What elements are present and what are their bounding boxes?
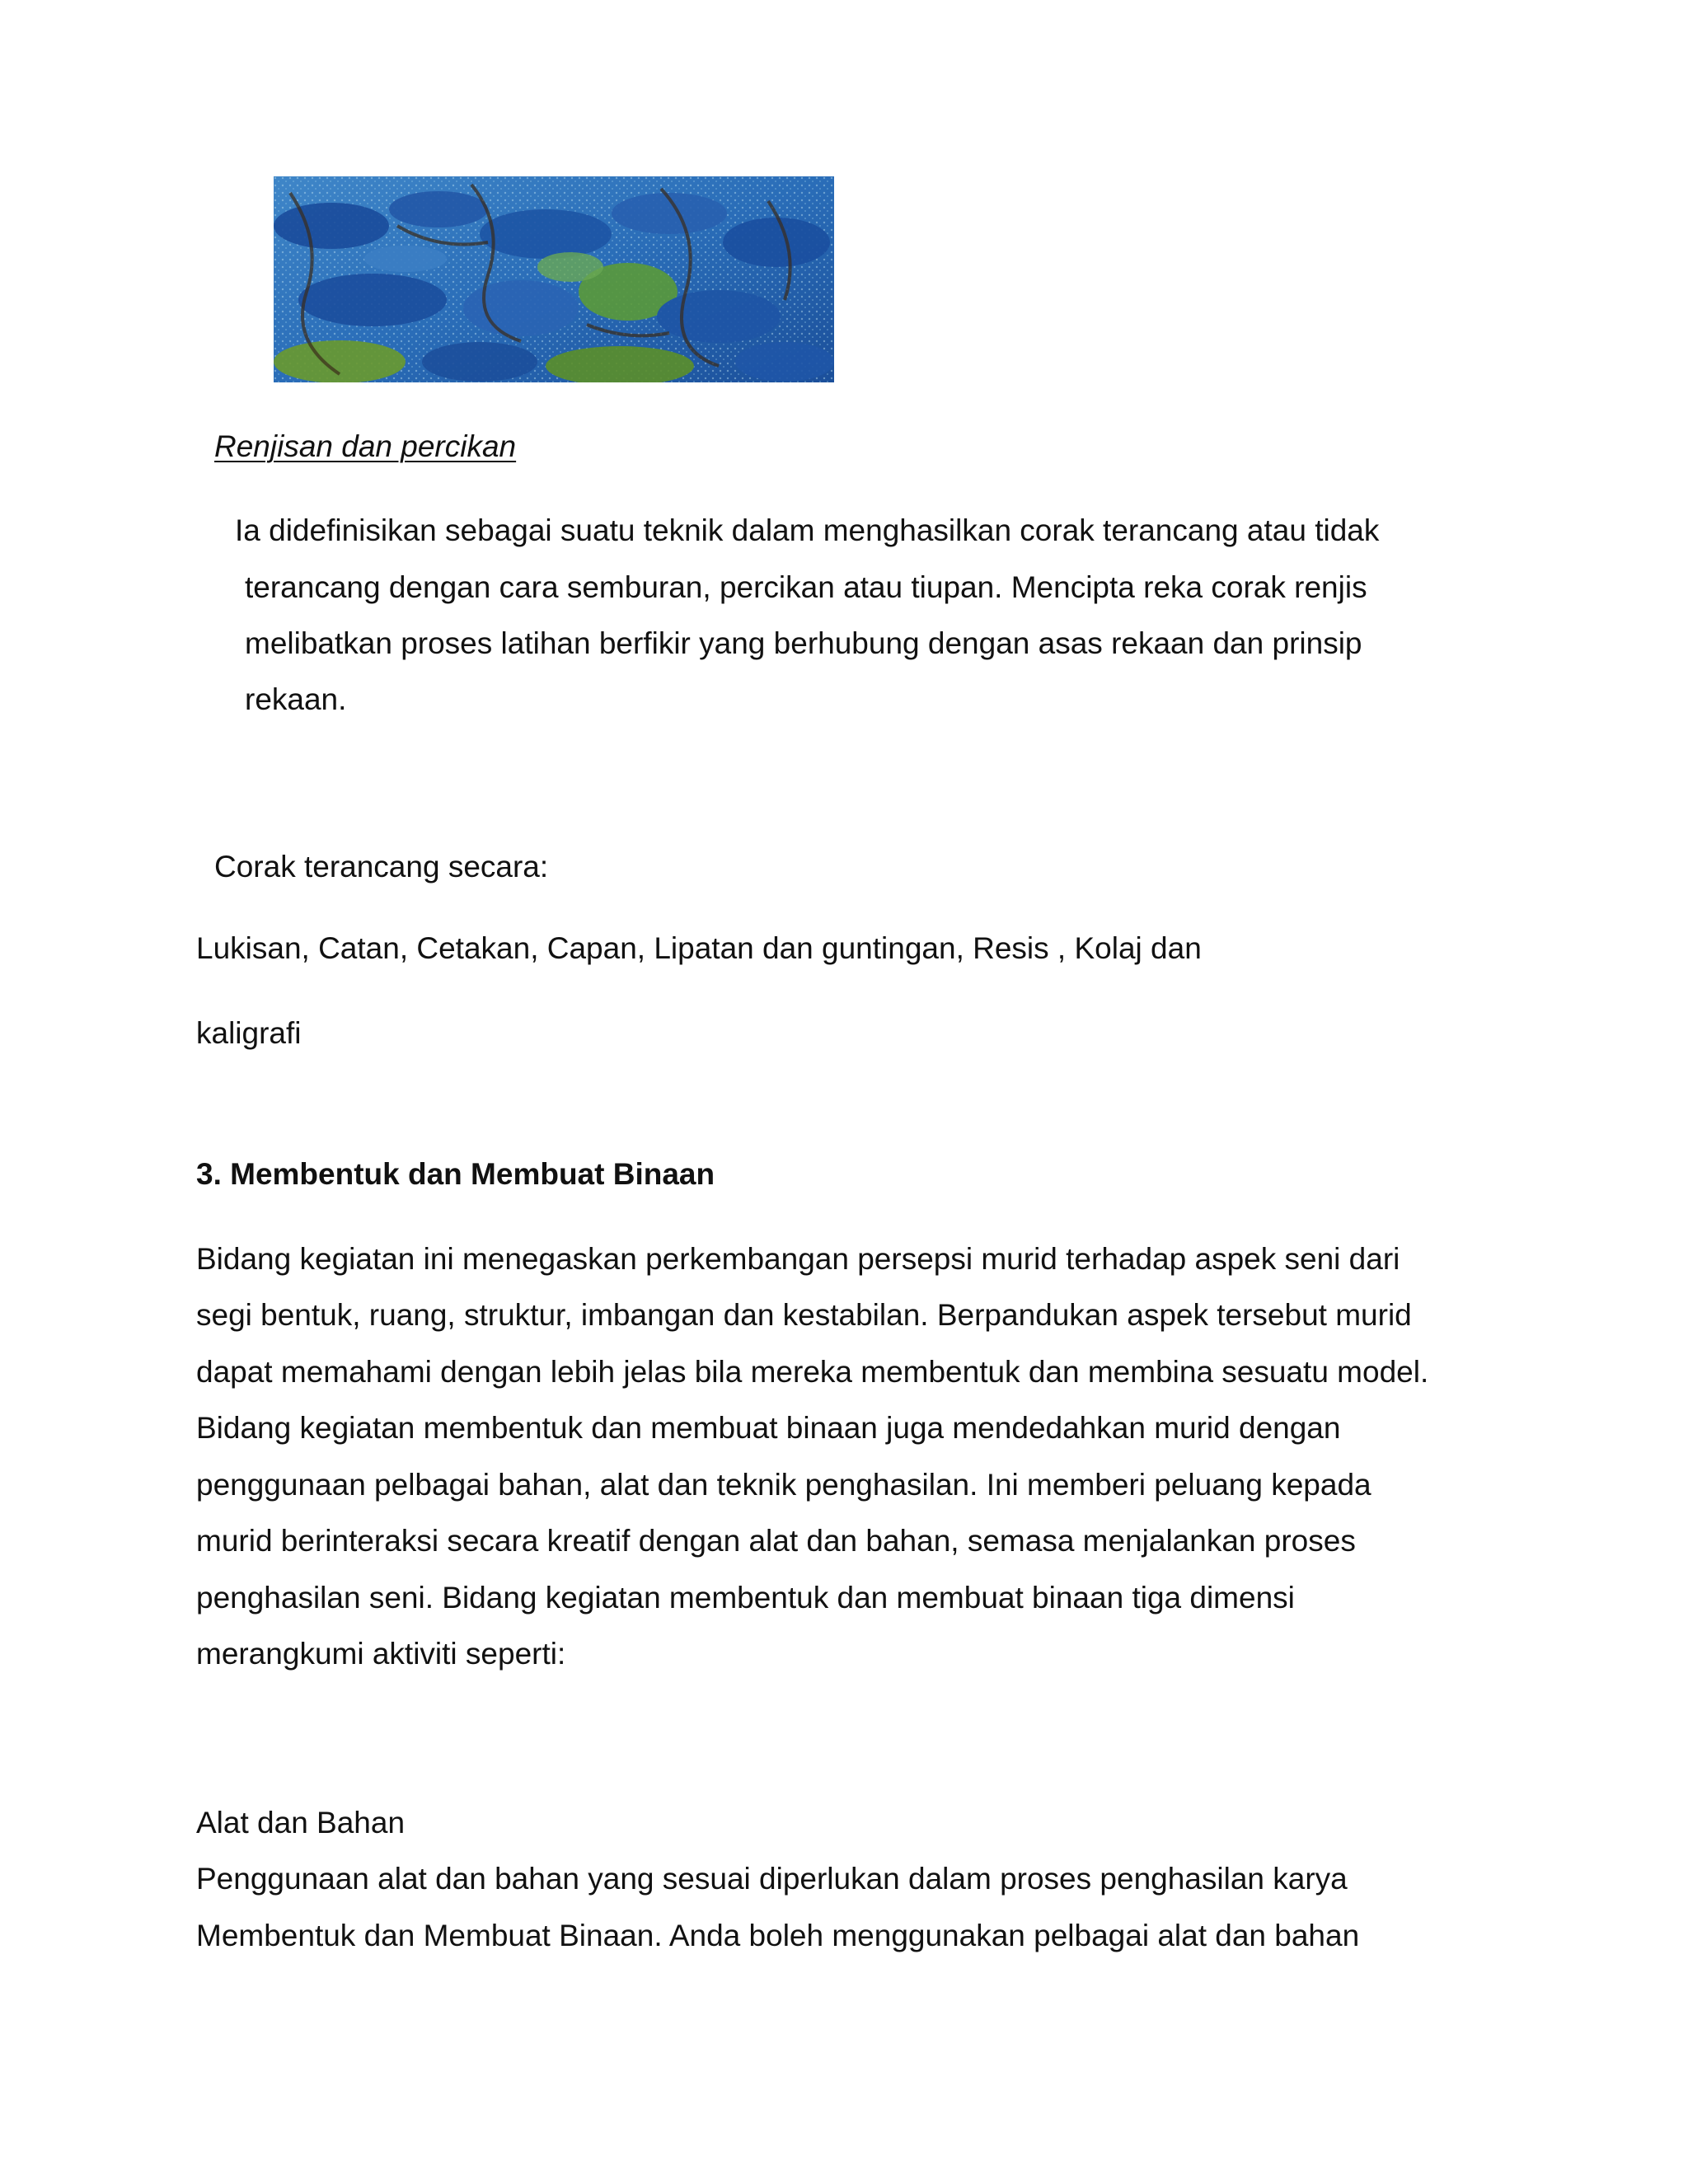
splatter-pattern-image	[274, 176, 834, 382]
definition-line-4: rekaan.	[245, 682, 347, 716]
section-3-line-8: merangkumi aktiviti seperti:	[196, 1637, 566, 1671]
section-3-line-1: Bidang kegiatan ini menegaskan perkembangan persepsi murid terhadap aspek seni dari	[196, 1242, 1400, 1276]
renjisan-heading: Renjisan dan percikan	[214, 429, 517, 463]
definition-line-3: melibatkan proses latihan berfikir yang berhubung dengan asas rekaan dan prinsip	[245, 626, 1362, 660]
section-3-line-7: penghasilan seni. Bidang kegiatan membentuk dan membuat binaan tiga dimensi	[196, 1581, 1295, 1615]
definition-line-2: terancang dengan cara semburan, percikan atau tiupan. Mencipta reka corak renjis	[245, 570, 1367, 604]
section-3-line-4: Bidang kegiatan membentuk dan membuat binaan juga mendedahkan murid dengan	[196, 1411, 1341, 1445]
alat-bahan-line-1: Penggunaan alat dan bahan yang sesuai diperlukan dalam proses penghasilan karya	[196, 1862, 1348, 1896]
splatter-artwork	[274, 176, 834, 382]
section-3-line-6: murid berinteraksi secara kreatif dengan alat dan bahan, semasa menjalankan proses	[196, 1524, 1356, 1558]
section-3-line-5: penggunaan pelbagai bahan, alat dan teknik penghasilan. Ini memberi peluang kepada	[196, 1468, 1372, 1502]
section-3-line-2: segi bentuk, ruang, struktur, imbangan dan kestabilan. Berpandukan aspek tersebut murid	[196, 1298, 1412, 1332]
alat-bahan-line-2: Membentuk dan Membuat Binaan. Anda boleh menggunakan pelbagai alat dan bahan	[196, 1919, 1360, 1952]
corak-label: Corak terancang secara:	[214, 850, 549, 883]
corak-list-line-1: Lukisan, Catan, Cetakan, Capan, Lipatan dan guntingan, Resis , Kolaj dan	[196, 931, 1202, 965]
definition-line-1: Ia didefinisikan sebagai suatu teknik dalam menghasilkan corak terancang atau tidak	[235, 513, 1380, 547]
corak-list-line-2: kaligrafi	[196, 1016, 302, 1050]
alat-bahan-heading: Alat dan Bahan	[196, 1806, 406, 1840]
section-3-line-3: dapat memahami dengan lebih jelas bila mereka membentuk dan membina sesuatu model.	[196, 1355, 1429, 1389]
section-3-heading: 3. Membentuk dan Membuat Binaan	[196, 1157, 715, 1191]
